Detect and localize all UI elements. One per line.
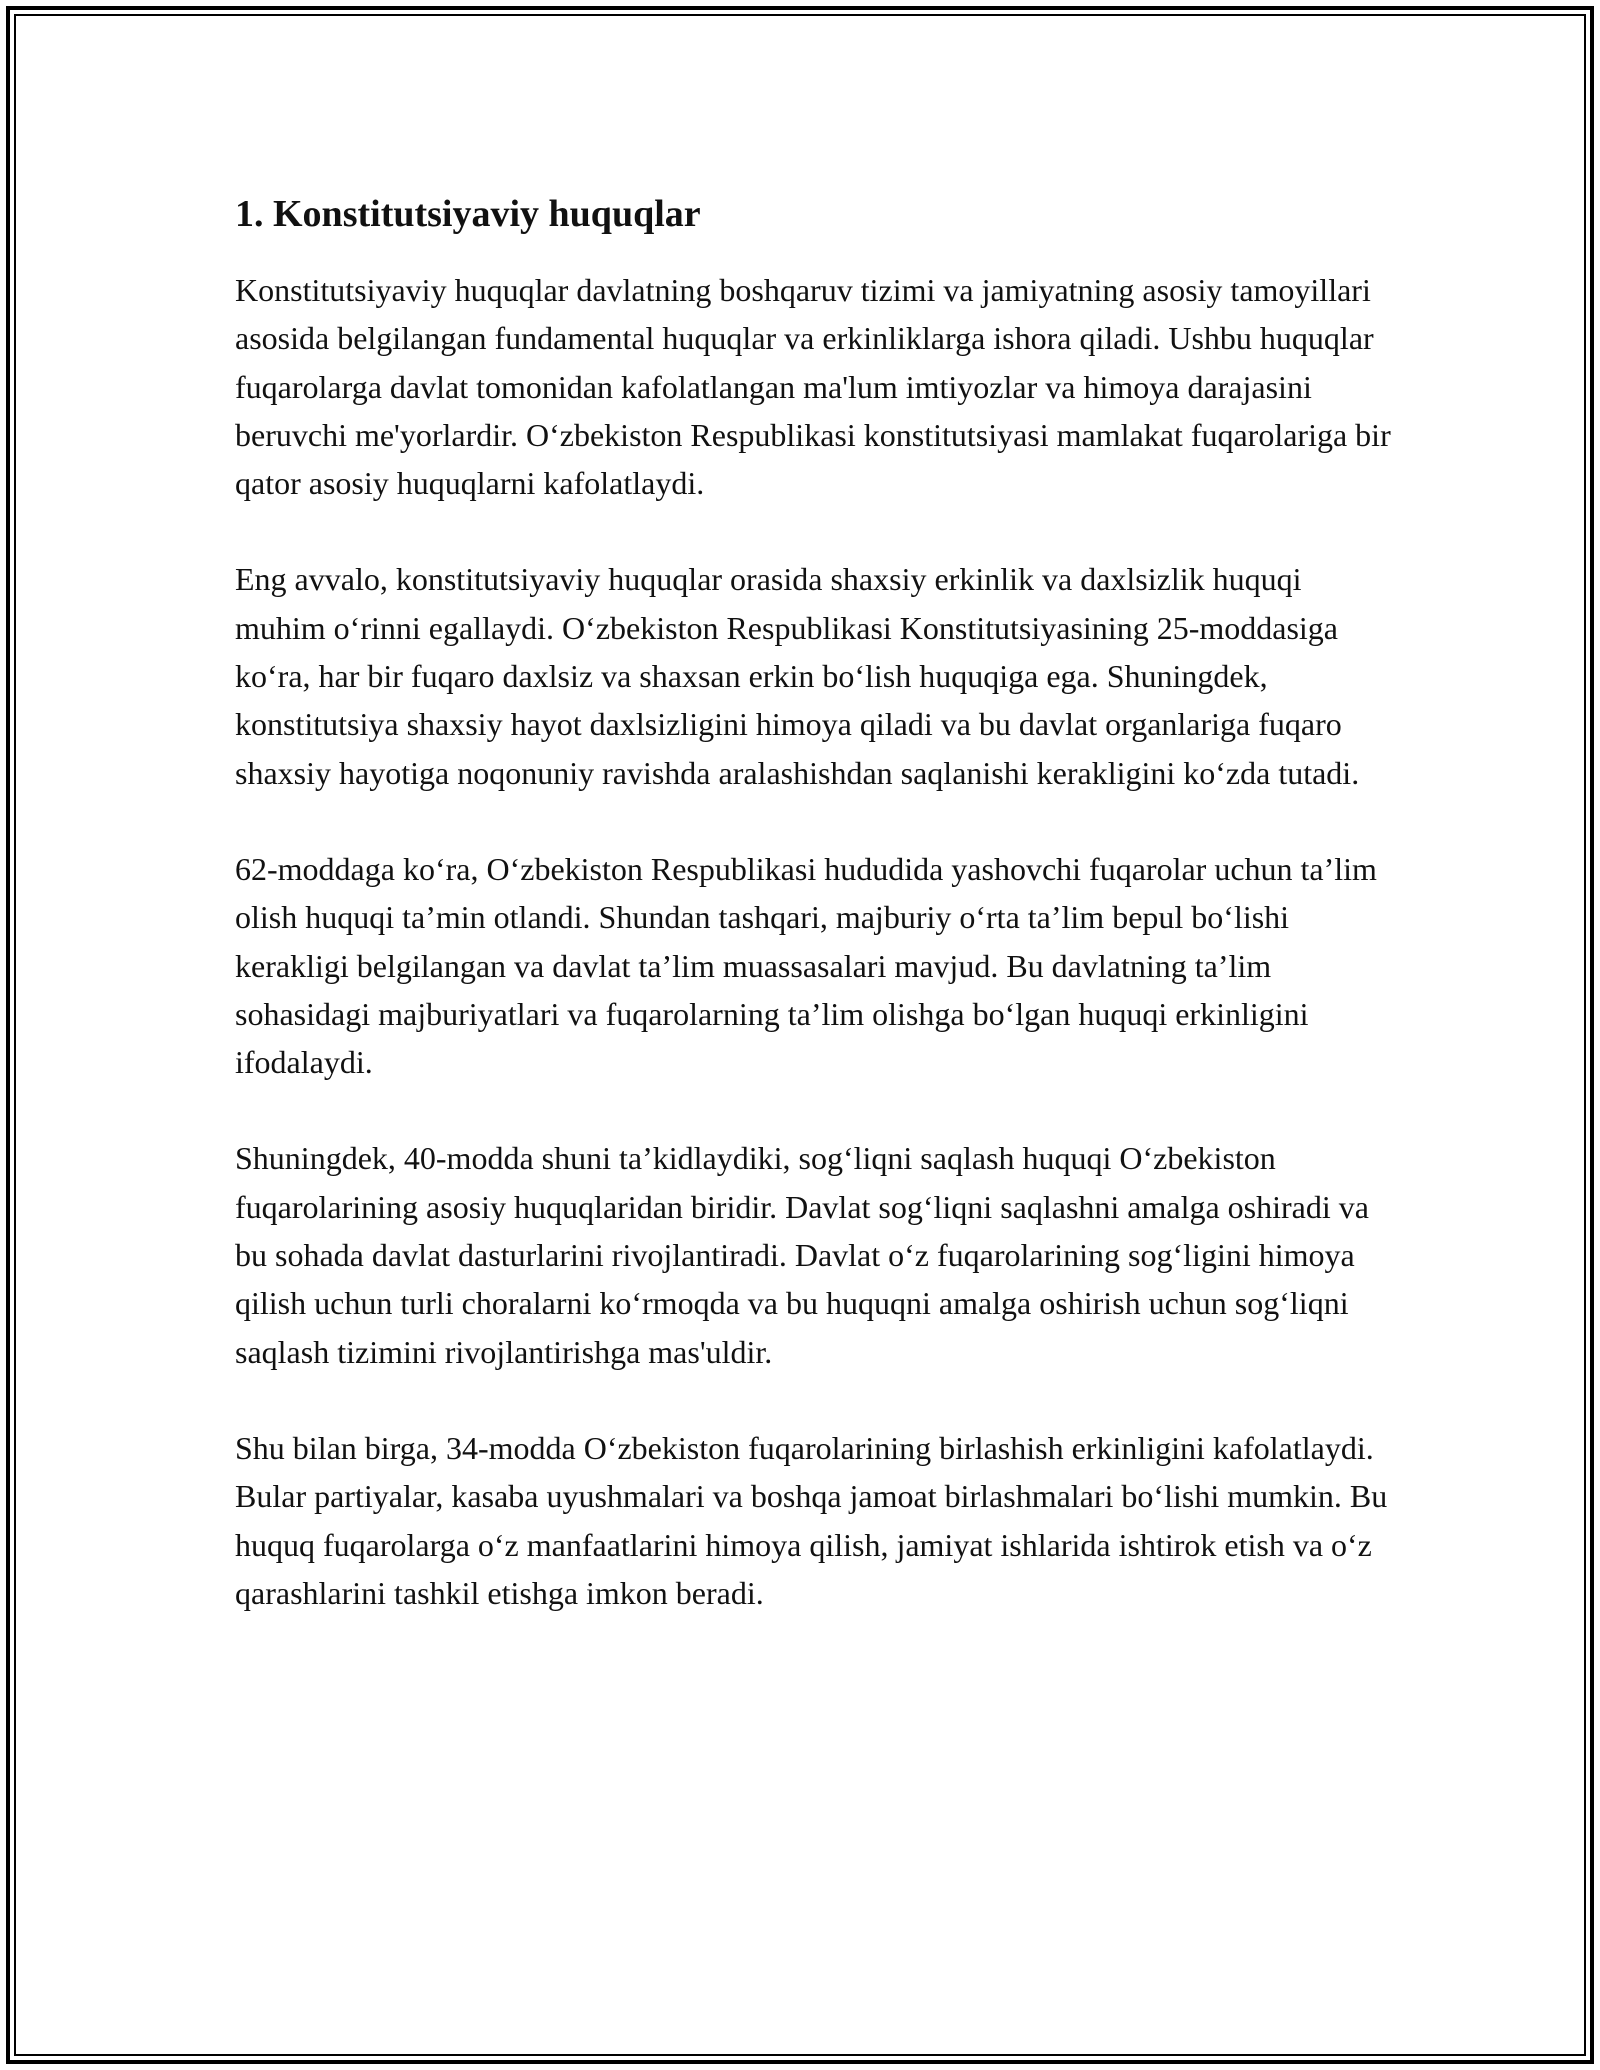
document-body (235, 188, 1395, 1617)
paragraph-association: Shu bilan birga, 34-modda O‘zbekiston fuqarolarining birlashish erkinligini kafolatlaydi. Bular partiyalar, kasaba uyushmalari va boshqa jamoat birlashmalari bo‘lishi mumkin. Bu huquq fuqarolarga o‘z manfaatlarini himoya qilish, jamiyat ishlarida ishtirok etish va o‘z qarashlarini tashkil etishga imkon beradi. (235, 1429, 1388, 1611)
section-heading: 1. Konstitutsiyaviy huquqlar (235, 193, 701, 235)
paragraph-personal-freedom: Eng avvalo, konstitutsiyaviy huquqlar orasida shaxsiy erkinlik va daxlsizlik huquqi muhim o‘rinni egallaydi. O‘zbekiston Respublikasi Konstitutsiyasining 25-moddasiga ko‘ra, har bir fuqaro daxlsiz va shaxsan erkin bo‘lish huquqiga ega. Shuningdek, konstitutsiya shaxsiy hayot daxlsizligini himoya qiladi va bu davlat organlariga fuqaro shaxsiy hayotiga noqonuniy ravishda aralashishdan saqlanishi kerakligini ko‘zda tutadi. (235, 561, 1360, 791)
paragraph-education: 62-moddaga ko‘ra, O‘zbekiston Respublikasi hududida yashovchi fuqarolar uchun ta’lim olish huquqi ta’min otlandi. Shundan tashqari, majburiy o‘rta ta’lim bepul bo‘lishi kerakligi belgilangan va davlat ta’lim muassasalari mavjud. Bu davlatning ta’lim sohasidagi majburiyatlari va fuqarolarning ta’lim olishga bo‘lgan huquqi erkinligini ifodalaydi. (235, 850, 1377, 1081)
paragraph-intro: Konstitutsiyaviy huquqlar davlatning boshqaruv tizimi va jamiyatning asosiy tamoyillari asosida belgilangan fundamental huquqlar va erkinliklarga ishora qiladi. Ushbu huquqlar fuqarolarga davlat tomonidan kafolatlangan ma'lum imtiyozlar va himoya darajasini beruvchi me'yorlardir. O‘zbekiston Respublikasi konstitutsiyasi mamlakat fuqarolariga bir qator asosiy huquqlarni kafolatlaydi. (235, 272, 1391, 502)
paragraph-health: Shuningdek, 40-modda shuni ta’kidlaydiki, sog‘liqni saqlash huquqi O‘zbekiston fuqarolarining asosiy huquqlaridan biridir. Davlat sog‘liqni saqlashni amalga oshiradi va bu sohada davlat dasturlarini rivojlantiradi. Davlat o‘z fuqarolarining sog‘ligini himoya qilish uchun turli choralarni ko‘rmoqda va bu huquqni amalga oshirish uchun sog‘liqni saqlash tizimini rivojlantirishga mas'uldir. (235, 1140, 1369, 1370)
